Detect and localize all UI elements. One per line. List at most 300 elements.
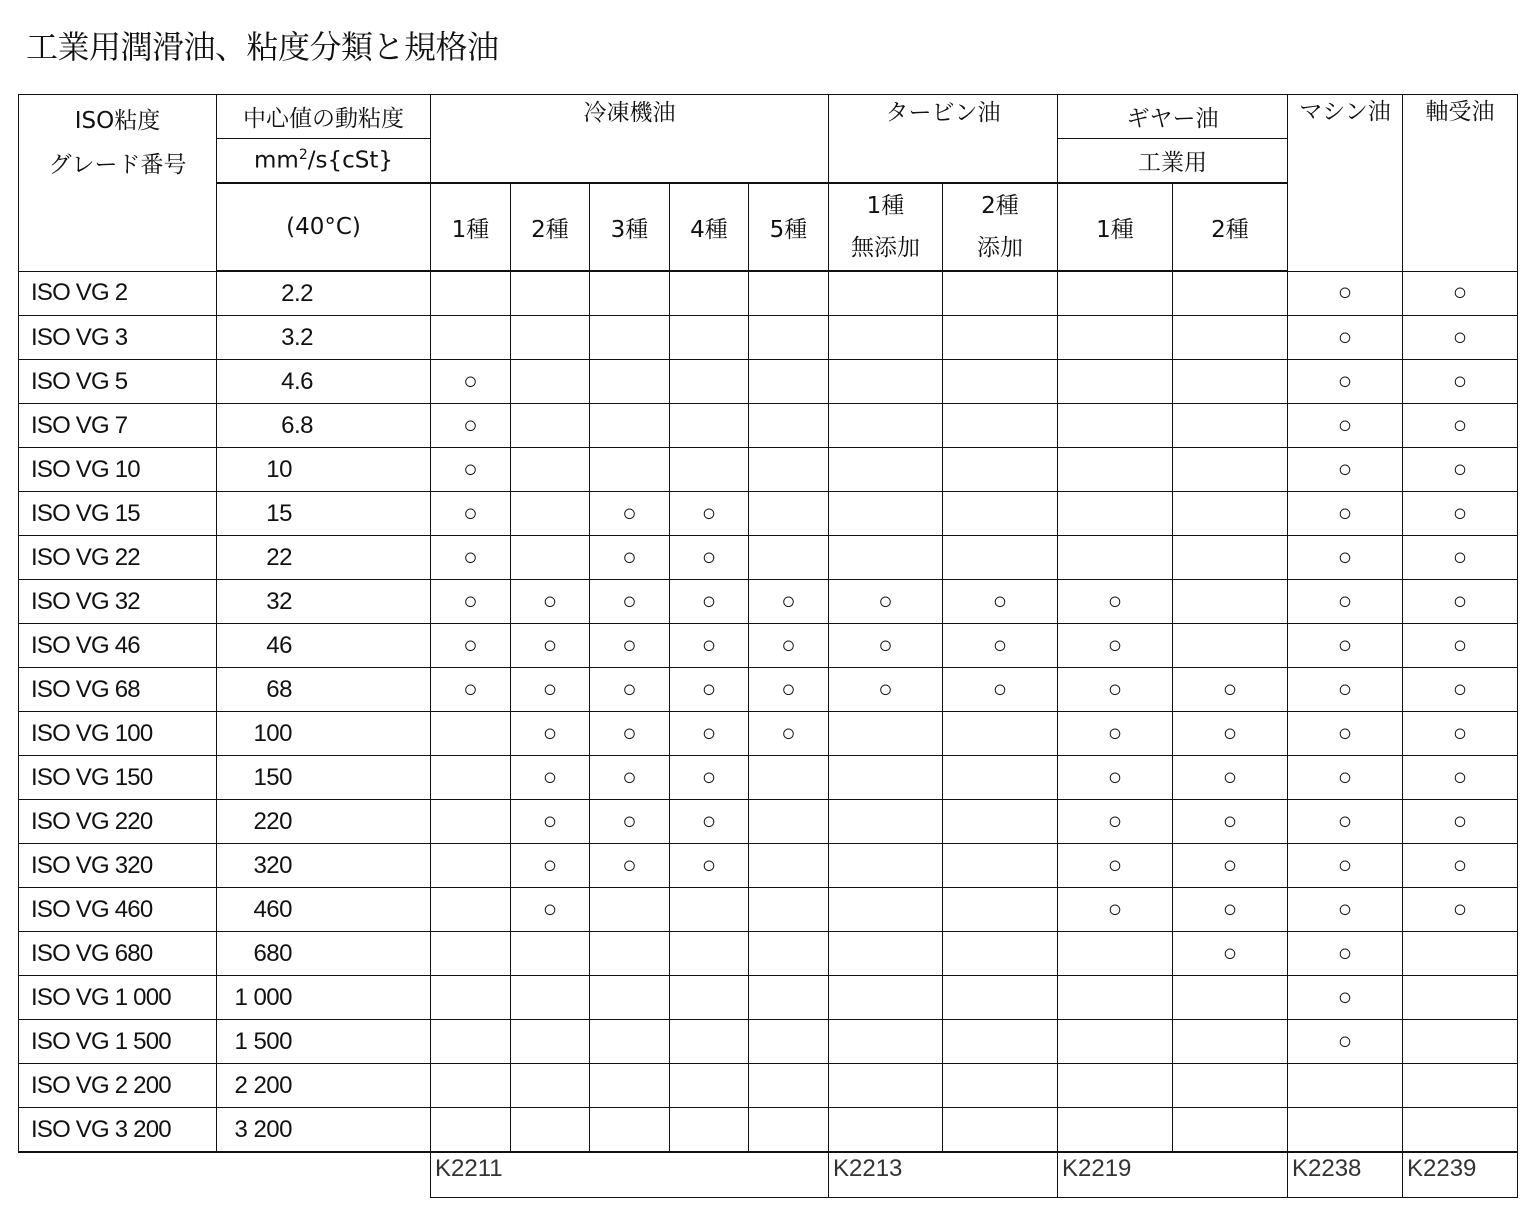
mark-cell: ○	[670, 756, 749, 800]
mark-cell: ○	[511, 712, 590, 756]
viscosity-cell: 6.8	[217, 404, 431, 448]
table-row	[19, 1020, 1518, 1064]
table-row	[19, 360, 1518, 404]
mark-cell	[943, 1064, 1058, 1108]
grade-cell: ISO VG 150	[19, 756, 217, 800]
mark-cell	[749, 404, 829, 448]
mark-cell	[511, 1108, 590, 1153]
mark-cell: ○	[1288, 448, 1403, 492]
mark-cell	[1058, 1020, 1173, 1064]
mark-cell: ○	[1288, 888, 1403, 932]
unit-mm: mm	[254, 147, 299, 174]
mark-cell	[1288, 1108, 1403, 1153]
viscosity-temperature: (40°C)	[217, 183, 431, 271]
mark-cell: ○	[749, 624, 829, 668]
viscosity-cell: 4.6	[217, 360, 431, 404]
viscosity-cell: 150	[217, 756, 431, 800]
viscosity-cell: 68	[217, 668, 431, 712]
viscosity-cell: 46	[217, 624, 431, 668]
grade-cell: ISO VG 3	[19, 316, 217, 360]
mark-cell	[1173, 1020, 1288, 1064]
mark-cell	[829, 316, 943, 360]
mark-cell	[749, 448, 829, 492]
mark-cell	[431, 712, 511, 756]
mark-cell	[590, 360, 670, 404]
mark-cell: ○	[1288, 976, 1403, 1020]
mark-cell	[943, 932, 1058, 976]
mark-cell: ○	[431, 360, 511, 404]
mark-cell	[511, 316, 590, 360]
mark-cell: ○	[1288, 800, 1403, 844]
mark-cell	[590, 448, 670, 492]
mark-cell	[1173, 580, 1288, 624]
mark-cell	[590, 271, 670, 316]
mark-cell: ○	[1288, 712, 1403, 756]
mark-cell: ○	[1403, 624, 1518, 668]
mark-cell	[670, 448, 749, 492]
table-row	[19, 271, 1518, 316]
mark-cell: ○	[749, 668, 829, 712]
mark-cell	[749, 800, 829, 844]
mark-cell	[1173, 1108, 1288, 1153]
grade-cell: ISO VG 460	[19, 888, 217, 932]
bearing-oil-header: 軸受油	[1403, 95, 1518, 272]
mark-cell: ○	[670, 844, 749, 888]
mark-cell	[829, 932, 943, 976]
mark-cell	[590, 404, 670, 448]
table-row	[19, 888, 1518, 932]
mark-cell: ○	[1403, 668, 1518, 712]
refrigerator-oil-header: 冷凍機油	[431, 95, 829, 184]
mark-cell	[670, 360, 749, 404]
mark-cell	[1288, 1064, 1403, 1108]
table-row	[19, 844, 1518, 888]
mark-cell: ○	[1058, 668, 1173, 712]
mark-cell: ○	[1288, 1020, 1403, 1064]
mark-cell	[1058, 448, 1173, 492]
viscosity-cell: 320	[217, 844, 431, 888]
mark-cell	[943, 976, 1058, 1020]
mark-cell	[670, 316, 749, 360]
viscosity-cell: 1 000	[217, 976, 431, 1020]
mark-cell: ○	[1173, 756, 1288, 800]
mark-cell	[943, 712, 1058, 756]
mark-cell: ○	[431, 580, 511, 624]
mark-cell	[749, 316, 829, 360]
mark-cell	[829, 1020, 943, 1064]
mark-cell: ○	[670, 668, 749, 712]
mark-cell: ○	[511, 580, 590, 624]
grade-header-line2: グレード番号	[48, 152, 187, 178]
viscosity-cell: 220	[217, 800, 431, 844]
mark-cell: ○	[590, 536, 670, 580]
mark-cell: ○	[1288, 536, 1403, 580]
mark-cell	[670, 976, 749, 1020]
mark-cell	[590, 976, 670, 1020]
mark-cell	[590, 888, 670, 932]
mark-cell: ○	[1058, 844, 1173, 888]
mark-cell: ○	[943, 624, 1058, 668]
standard-gear: K2219	[1058, 1152, 1288, 1198]
mark-cell: ○	[670, 624, 749, 668]
mark-cell	[749, 360, 829, 404]
mark-cell	[511, 404, 590, 448]
mark-cell: ○	[670, 800, 749, 844]
viscosity-cell: 32	[217, 580, 431, 624]
mark-cell: ○	[1288, 932, 1403, 976]
mark-cell: ○	[1173, 844, 1288, 888]
footer-row	[19, 1152, 1518, 1198]
turbine-type-sub: 無添加	[851, 235, 920, 261]
mark-cell: ○	[1173, 800, 1288, 844]
footer-blank	[19, 1152, 431, 1198]
grade-cell: ISO VG 5	[19, 360, 217, 404]
mark-cell	[511, 976, 590, 1020]
standard-bearing: K2239	[1403, 1152, 1518, 1198]
mark-cell: ○	[1173, 888, 1288, 932]
refrigerator-type-4: 4種	[670, 183, 749, 271]
mark-cell: ○	[1288, 668, 1403, 712]
mark-cell: ○	[1058, 756, 1173, 800]
viscosity-cell: 15	[217, 492, 431, 536]
mark-cell	[511, 536, 590, 580]
table-row	[19, 580, 1518, 624]
mark-cell	[943, 1020, 1058, 1064]
standard-refrigerator: K2211	[431, 1152, 829, 1198]
mark-cell	[1173, 492, 1288, 536]
mark-cell: ○	[1403, 360, 1518, 404]
mark-cell	[749, 492, 829, 536]
mark-cell: ○	[749, 712, 829, 756]
mark-cell: ○	[431, 492, 511, 536]
mark-cell	[749, 1020, 829, 1064]
mark-cell	[749, 756, 829, 800]
standard-turbine: K2213	[829, 1152, 1058, 1198]
mark-cell	[1058, 976, 1173, 1020]
mark-cell	[670, 271, 749, 316]
mark-cell: ○	[670, 712, 749, 756]
mark-cell	[829, 976, 943, 1020]
mark-cell: ○	[1288, 404, 1403, 448]
grade-cell: ISO VG 2	[19, 271, 217, 316]
viscosity-unit	[217, 139, 431, 184]
mark-cell	[1058, 271, 1173, 316]
mark-cell: ○	[590, 624, 670, 668]
mark-cell: ○	[1058, 800, 1173, 844]
table-row	[19, 492, 1518, 536]
turbine-oil-header: タービン油	[829, 95, 1058, 184]
mark-cell: ○	[590, 712, 670, 756]
mark-cell	[1058, 932, 1173, 976]
mark-cell	[1058, 1064, 1173, 1108]
viscosity-cell: 22	[217, 536, 431, 580]
mark-cell	[829, 404, 943, 448]
mark-cell	[431, 1064, 511, 1108]
mark-cell	[829, 1064, 943, 1108]
mark-cell: ○	[431, 624, 511, 668]
mark-cell	[431, 976, 511, 1020]
mark-cell	[511, 932, 590, 976]
table-row	[19, 404, 1518, 448]
mark-cell: ○	[1288, 756, 1403, 800]
mark-cell	[1173, 624, 1288, 668]
mark-cell	[1173, 1064, 1288, 1108]
mark-cell	[431, 932, 511, 976]
viscosity-classification-table	[18, 94, 1518, 1198]
mark-cell	[670, 404, 749, 448]
gear-type-2: 2種	[1173, 183, 1288, 271]
mark-cell: ○	[1288, 624, 1403, 668]
mark-cell: ○	[1403, 271, 1518, 316]
viscosity-cell: 1 500	[217, 1020, 431, 1064]
mark-cell	[829, 800, 943, 844]
table-row	[19, 668, 1518, 712]
mark-cell: ○	[1288, 580, 1403, 624]
mark-cell: ○	[1403, 888, 1518, 932]
mark-cell: ○	[1403, 316, 1518, 360]
mark-cell: ○	[431, 448, 511, 492]
grade-header	[19, 95, 217, 272]
mark-cell: ○	[1058, 580, 1173, 624]
unit-rest: /s{cSt}	[307, 147, 393, 174]
mark-cell	[590, 1108, 670, 1153]
table-row	[19, 316, 1518, 360]
mark-cell	[1403, 932, 1518, 976]
mark-cell	[829, 536, 943, 580]
mark-cell: ○	[829, 668, 943, 712]
mark-cell	[511, 271, 590, 316]
viscosity-cell: 3.2	[217, 316, 431, 360]
table-row	[19, 800, 1518, 844]
mark-cell: ○	[511, 624, 590, 668]
mark-cell	[943, 536, 1058, 580]
mark-cell	[670, 1020, 749, 1064]
grade-cell: ISO VG 1 500	[19, 1020, 217, 1064]
mark-cell	[749, 271, 829, 316]
viscosity-cell: 3 200	[217, 1108, 431, 1153]
mark-cell	[943, 316, 1058, 360]
mark-cell	[1173, 976, 1288, 1020]
mark-cell	[1173, 271, 1288, 316]
grade-cell: ISO VG 22	[19, 536, 217, 580]
mark-cell	[590, 1064, 670, 1108]
mark-cell	[943, 360, 1058, 404]
mark-cell: ○	[431, 536, 511, 580]
mark-cell: ○	[511, 668, 590, 712]
table-row	[19, 1108, 1518, 1153]
mark-cell: ○	[1288, 360, 1403, 404]
refrigerator-type-1: 1種	[431, 183, 511, 271]
mark-cell: ○	[590, 668, 670, 712]
mark-cell	[431, 1108, 511, 1153]
machine-oil-header: マシン油	[1288, 95, 1403, 272]
mark-cell: ○	[1288, 492, 1403, 536]
refrigerator-type-5: 5種	[749, 183, 829, 271]
mark-cell: ○	[590, 580, 670, 624]
mark-cell: ○	[1173, 932, 1288, 976]
mark-cell: ○	[1403, 448, 1518, 492]
mark-cell	[431, 844, 511, 888]
mark-cell: ○	[590, 844, 670, 888]
mark-cell	[749, 1064, 829, 1108]
mark-cell: ○	[670, 580, 749, 624]
table-row	[19, 1064, 1518, 1108]
mark-cell	[749, 536, 829, 580]
mark-cell	[943, 492, 1058, 536]
table-row	[19, 624, 1518, 668]
mark-cell: ○	[1058, 624, 1173, 668]
mark-cell	[431, 271, 511, 316]
page-title: 工業用潤滑油、粘度分類と規格油	[26, 28, 499, 66]
turbine-type-sub: 添加	[977, 235, 1023, 261]
grade-cell: ISO VG 1 000	[19, 976, 217, 1020]
mark-cell	[590, 316, 670, 360]
grade-cell: ISO VG 68	[19, 668, 217, 712]
mark-cell	[1403, 976, 1518, 1020]
grade-header-line1: ISO粘度	[74, 108, 161, 134]
grade-cell: ISO VG 220	[19, 800, 217, 844]
mark-cell	[749, 976, 829, 1020]
unit-superscript: 2	[298, 147, 308, 164]
mark-cell: ○	[1288, 271, 1403, 316]
mark-cell	[1403, 1020, 1518, 1064]
viscosity-cell: 10	[217, 448, 431, 492]
grade-cell: ISO VG 46	[19, 624, 217, 668]
mark-cell	[431, 756, 511, 800]
mark-cell	[1058, 536, 1173, 580]
mark-cell	[1173, 360, 1288, 404]
mark-cell	[829, 756, 943, 800]
mark-cell: ○	[511, 888, 590, 932]
mark-cell	[749, 888, 829, 932]
mark-cell	[670, 1064, 749, 1108]
mark-cell	[943, 1108, 1058, 1153]
viscosity-cell: 2.2	[217, 271, 431, 316]
mark-cell	[511, 1020, 590, 1064]
viscosity-header: 中心値の動粘度	[217, 95, 431, 139]
mark-cell: ○	[1403, 580, 1518, 624]
mark-cell	[943, 404, 1058, 448]
mark-cell: ○	[943, 668, 1058, 712]
grade-cell: ISO VG 7	[19, 404, 217, 448]
turbine-type-label: 2種	[981, 193, 1019, 219]
mark-cell	[431, 316, 511, 360]
mark-cell	[670, 888, 749, 932]
mark-cell	[829, 888, 943, 932]
mark-cell	[1173, 316, 1288, 360]
mark-cell: ○	[1288, 316, 1403, 360]
mark-cell: ○	[1403, 492, 1518, 536]
mark-cell: ○	[670, 536, 749, 580]
refrigerator-type-2: 2種	[511, 183, 590, 271]
mark-cell	[1058, 360, 1173, 404]
mark-cell	[829, 448, 943, 492]
mark-cell: ○	[431, 668, 511, 712]
mark-cell	[1173, 404, 1288, 448]
grade-cell: ISO VG 10	[19, 448, 217, 492]
mark-cell	[670, 1108, 749, 1153]
gear-type-1: 1種	[1058, 183, 1173, 271]
mark-cell: ○	[829, 624, 943, 668]
standard-machine: K2238	[1288, 1152, 1403, 1198]
grade-cell: ISO VG 320	[19, 844, 217, 888]
mark-cell: ○	[590, 492, 670, 536]
mark-cell: ○	[431, 404, 511, 448]
grade-cell: ISO VG 680	[19, 932, 217, 976]
mark-cell	[511, 448, 590, 492]
mark-cell	[829, 844, 943, 888]
mark-cell	[1058, 404, 1173, 448]
grade-cell: ISO VG 3 200	[19, 1108, 217, 1153]
mark-cell: ○	[670, 492, 749, 536]
mark-cell: ○	[511, 800, 590, 844]
mark-cell	[749, 932, 829, 976]
mark-cell	[511, 492, 590, 536]
mark-cell: ○	[1403, 844, 1518, 888]
mark-cell: ○	[1403, 800, 1518, 844]
mark-cell: ○	[1058, 712, 1173, 756]
table-row	[19, 536, 1518, 580]
mark-cell	[1403, 1108, 1518, 1153]
refrigerator-type-3: 3種	[590, 183, 670, 271]
turbine-type-1	[829, 183, 943, 271]
mark-cell: ○	[829, 580, 943, 624]
mark-cell	[1173, 448, 1288, 492]
mark-cell	[943, 800, 1058, 844]
mark-cell	[431, 888, 511, 932]
mark-cell	[1058, 1108, 1173, 1153]
mark-cell	[829, 271, 943, 316]
mark-cell	[511, 1064, 590, 1108]
mark-cell: ○	[1288, 844, 1403, 888]
mark-cell: ○	[1173, 712, 1288, 756]
viscosity-cell: 680	[217, 932, 431, 976]
mark-cell: ○	[590, 756, 670, 800]
grade-cell: ISO VG 100	[19, 712, 217, 756]
gear-oil-industrial-header: 工業用	[1058, 139, 1288, 184]
mark-cell	[749, 1108, 829, 1153]
viscosity-cell: 100	[217, 712, 431, 756]
mark-cell	[590, 1020, 670, 1064]
table-row	[19, 756, 1518, 800]
mark-cell	[1058, 316, 1173, 360]
mark-cell	[943, 888, 1058, 932]
grade-cell: ISO VG 15	[19, 492, 217, 536]
mark-cell	[943, 271, 1058, 316]
mark-cell	[943, 448, 1058, 492]
table-row	[19, 448, 1518, 492]
mark-cell: ○	[590, 800, 670, 844]
grade-cell: ISO VG 32	[19, 580, 217, 624]
mark-cell	[829, 1108, 943, 1153]
table-row	[19, 712, 1518, 756]
table-row	[19, 976, 1518, 1020]
mark-cell	[1403, 1064, 1518, 1108]
mark-cell: ○	[1173, 668, 1288, 712]
mark-cell	[511, 360, 590, 404]
mark-cell	[829, 492, 943, 536]
mark-cell: ○	[1403, 756, 1518, 800]
viscosity-cell: 460	[217, 888, 431, 932]
mark-cell	[431, 800, 511, 844]
mark-cell: ○	[1058, 888, 1173, 932]
gear-oil-header: ギヤー油	[1058, 95, 1288, 139]
mark-cell: ○	[749, 580, 829, 624]
mark-cell	[1058, 492, 1173, 536]
mark-cell	[943, 844, 1058, 888]
viscosity-cell: 2 200	[217, 1064, 431, 1108]
mark-cell	[670, 932, 749, 976]
